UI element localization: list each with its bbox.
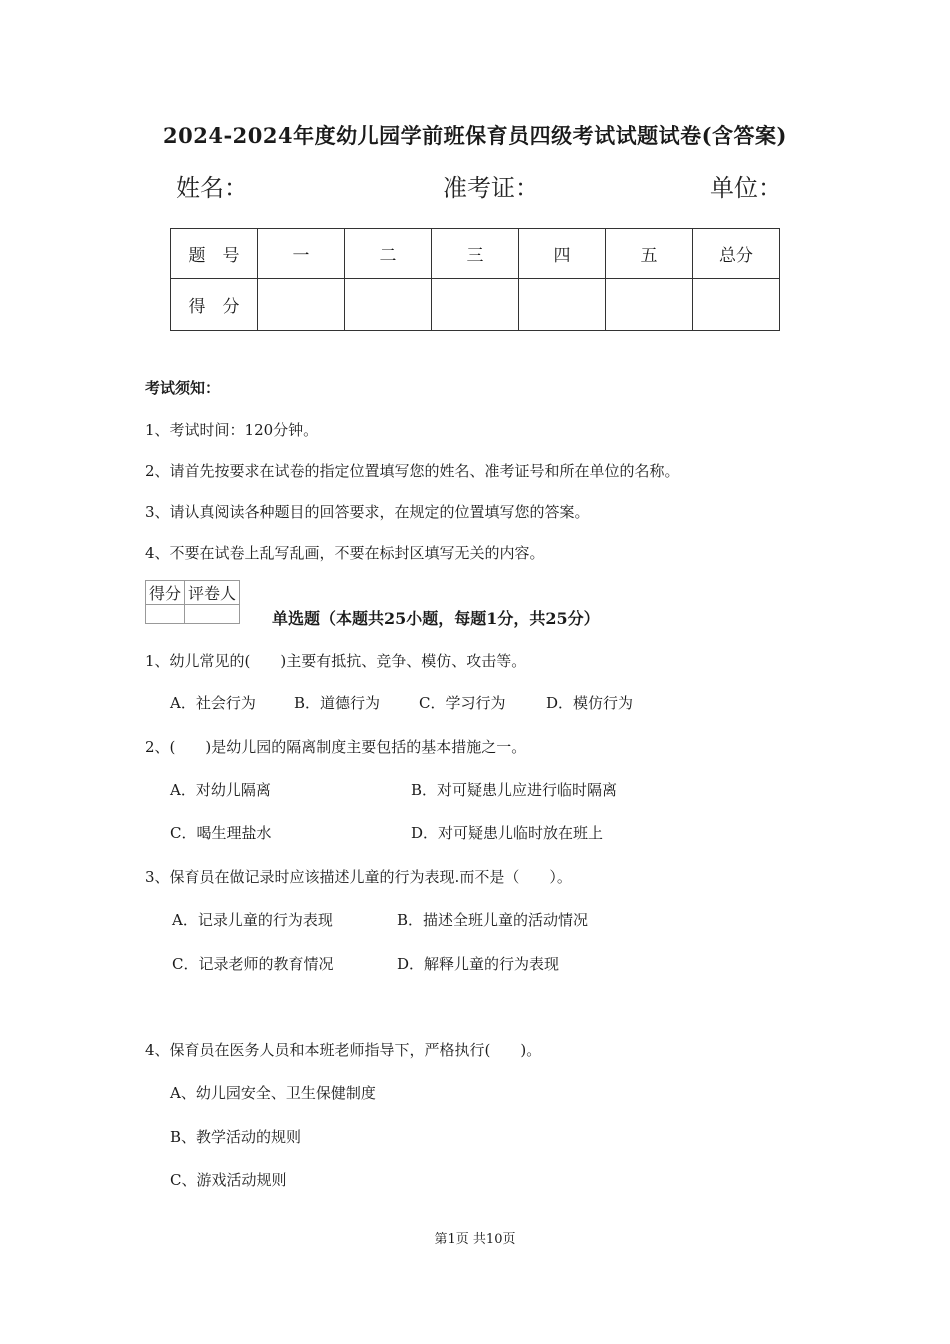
- score-table-header-cell: 五: [606, 229, 693, 279]
- option-a: A．社会行为: [170, 694, 256, 712]
- option-d: D．对可疑患儿临时放在班上: [411, 824, 604, 842]
- option-c: C．记录老师的教育情况: [172, 955, 334, 973]
- score-cell: [519, 279, 606, 331]
- option-a: A．记录儿童的行为表现: [172, 911, 333, 929]
- option-c: C．学习行为: [419, 694, 506, 712]
- score-table-header-cell: 一: [258, 229, 345, 279]
- score-table-header-cell: 题 号: [171, 229, 258, 279]
- grader-score-cell: [146, 605, 185, 624]
- score-table-header-cell: 总分: [693, 229, 780, 279]
- grader-reviewer-label: 评卷人: [185, 581, 240, 605]
- option-b: B、教学活动的规则: [170, 1128, 302, 1146]
- score-table-header-cell: 三: [432, 229, 519, 279]
- notice-item: 2、请首先按要求在试卷的指定位置填写您的姓名、准考证号和所在单位的名称。: [145, 462, 680, 480]
- score-table-score-row: [171, 279, 780, 331]
- option-b: B．描述全班儿童的活动情况: [397, 911, 589, 929]
- question-stem: 4、保育员在医务人员和本班老师指导下，严格执行( )。: [145, 1041, 542, 1059]
- name-field-label: 姓名：: [176, 174, 248, 202]
- question-stem: 2、( )是幼儿园的隔离制度主要包括的基本措施之一。: [145, 738, 527, 756]
- option-b: B．道德行为: [294, 694, 381, 712]
- score-cell: [345, 279, 432, 331]
- document-title: 2024-2024年度幼儿园学前班保育员四级考试试题试卷(含答案): [163, 123, 787, 148]
- score-cell: [693, 279, 780, 331]
- ticket-field-label: 准考证：: [443, 174, 539, 202]
- score-table: [170, 228, 780, 331]
- score-row-label: 得 分: [171, 279, 258, 331]
- question-stem: 1、幼儿常见的( )主要有抵抗、竞争、模仿、攻击等。: [145, 652, 527, 670]
- score-table-header-cell: 二: [345, 229, 432, 279]
- page-footer: 第1页 共10页: [434, 1232, 516, 1247]
- notice-item: 4、不要在试卷上乱写乱画，不要在标封区填写无关的内容。: [145, 544, 545, 562]
- option-d: D．模仿行为: [546, 694, 634, 712]
- grader-box: [145, 580, 240, 624]
- grader-score-label: 得分: [146, 581, 185, 605]
- notice-item: 3、请认真阅读各种题目的回答要求，在规定的位置填写您的答案。: [145, 503, 590, 521]
- grader-reviewer-cell: [185, 605, 240, 624]
- score-cell: [258, 279, 345, 331]
- unit-field-label: 单位：: [710, 174, 782, 202]
- option-a: A、幼儿园安全、卫生保健制度: [170, 1084, 376, 1102]
- section-title: 单选题（本题共25小题，每题1分，共25分）: [272, 609, 600, 628]
- option-c: C、游戏活动规则: [170, 1171, 287, 1189]
- option-d: D．解释儿童的行为表现: [397, 955, 560, 973]
- score-cell: [606, 279, 693, 331]
- option-c: C．喝生理盐水: [170, 824, 272, 842]
- option-a: A．对幼儿隔离: [170, 781, 271, 799]
- option-b: B．对可疑患儿应进行临时隔离: [411, 781, 618, 799]
- notice-heading: 考试须知：: [145, 379, 221, 397]
- question-stem: 3、保育员在做记录时应该描述儿童的行为表现.而不是（ ）。: [145, 868, 572, 886]
- score-table-header-row: [171, 229, 780, 279]
- notice-item: 1、考试时间：120分钟。: [145, 421, 319, 439]
- score-cell: [432, 279, 519, 331]
- score-table-header-cell: 四: [519, 229, 606, 279]
